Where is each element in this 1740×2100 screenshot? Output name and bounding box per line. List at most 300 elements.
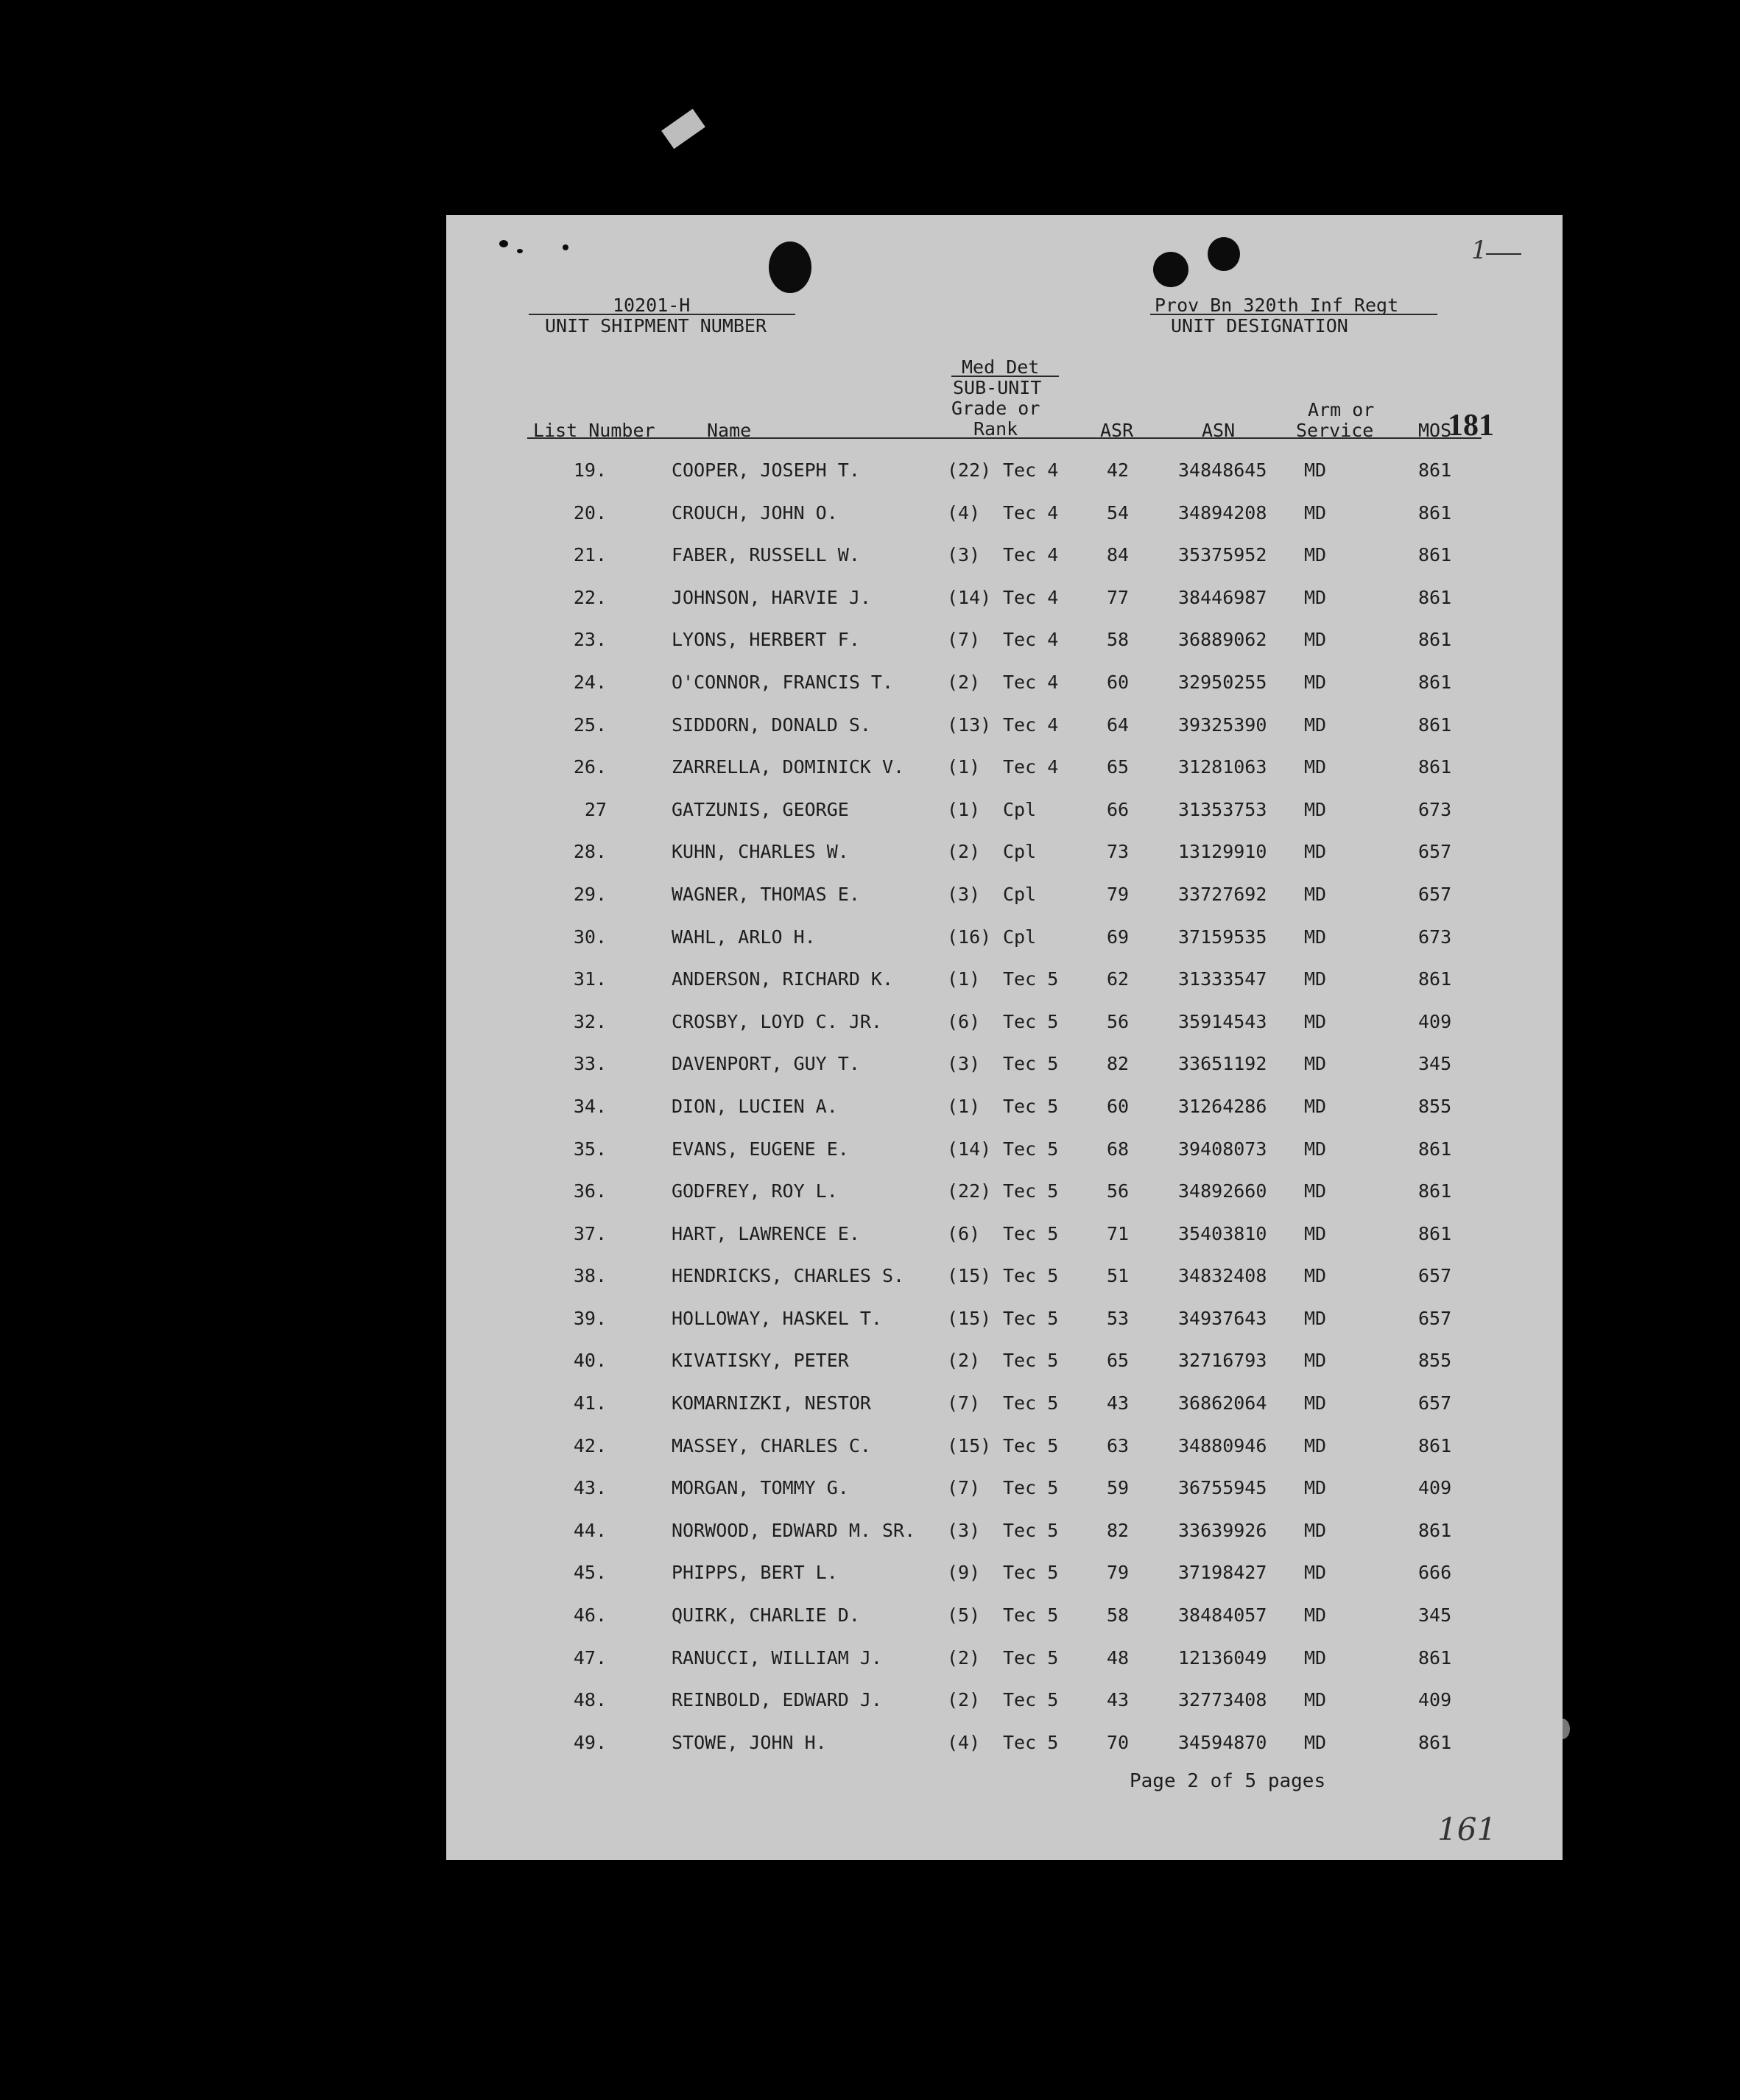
list-number-cell: 35. bbox=[573, 1138, 607, 1160]
mos-cell: 673 bbox=[1418, 798, 1452, 820]
arm-service-cell: MD bbox=[1303, 1689, 1327, 1711]
shipment-number-label: UNIT SHIPMENT NUMBER bbox=[545, 315, 767, 337]
asn-cell: 37159535 bbox=[1178, 926, 1267, 948]
asr-cell: 65 bbox=[1106, 756, 1130, 778]
mos-cell: 657 bbox=[1418, 1307, 1452, 1329]
mos-cell: 861 bbox=[1418, 1519, 1452, 1541]
mos-cell: 657 bbox=[1418, 883, 1452, 905]
asn-cell: 35914543 bbox=[1178, 1010, 1267, 1032]
mos-cell: 861 bbox=[1418, 1646, 1452, 1669]
asr-cell: 70 bbox=[1106, 1731, 1130, 1753]
roster-row bbox=[446, 1689, 1563, 1732]
name-cell: GATZUNIS, GEORGE bbox=[672, 798, 849, 820]
list-number-cell: 21. bbox=[573, 544, 607, 566]
asr-cell: 58 bbox=[1106, 629, 1130, 651]
grade-cell: (14) bbox=[947, 586, 992, 608]
name-cell: NORWOOD, EDWARD M. SR. bbox=[672, 1519, 916, 1541]
asn-cell: 35375952 bbox=[1178, 544, 1267, 566]
rank-cell: Cpl bbox=[1003, 841, 1037, 863]
roster-row bbox=[446, 756, 1563, 799]
roster-row bbox=[446, 1308, 1563, 1350]
asn-cell: 32716793 bbox=[1178, 1350, 1267, 1372]
grade-cell: (1) bbox=[947, 1095, 981, 1117]
list-number-cell: 23. bbox=[573, 629, 607, 651]
asr-cell: 53 bbox=[1106, 1307, 1130, 1329]
asr-cell: 69 bbox=[1106, 926, 1130, 948]
asr-cell: 64 bbox=[1106, 713, 1130, 736]
rank-cell: Tec 5 bbox=[1003, 1222, 1059, 1244]
name-cell: O'CONNOR, FRANCIS T. bbox=[672, 671, 894, 693]
grade-cell: (22) bbox=[947, 459, 992, 481]
grade-cell: (14) bbox=[947, 1138, 992, 1160]
asn-cell: 35403810 bbox=[1178, 1222, 1267, 1244]
ink-blot bbox=[1153, 252, 1188, 287]
arm-service-cell: MD bbox=[1303, 1519, 1327, 1541]
asr-cell: 60 bbox=[1106, 671, 1130, 693]
asr-cell: 66 bbox=[1106, 798, 1130, 820]
ink-blot bbox=[1208, 237, 1240, 271]
asn-cell: 31264286 bbox=[1178, 1095, 1267, 1117]
roster-row bbox=[446, 1604, 1563, 1647]
roster-row bbox=[446, 1223, 1563, 1266]
roster-row bbox=[446, 629, 1563, 672]
asn-cell: 12136049 bbox=[1178, 1646, 1267, 1669]
asr-cell: 56 bbox=[1106, 1010, 1130, 1032]
shipment-number-value: 10201-H bbox=[613, 295, 691, 316]
grade-cell: (2) bbox=[947, 1689, 981, 1711]
arm-service-cell: MD bbox=[1303, 1562, 1327, 1584]
grade-cell: (22) bbox=[947, 1180, 992, 1202]
list-number-cell: 24. bbox=[573, 671, 607, 693]
list-number-cell: 47. bbox=[573, 1646, 607, 1669]
rank-cell: Tec 5 bbox=[1003, 1350, 1059, 1372]
asn-cell: 34594870 bbox=[1178, 1731, 1267, 1753]
mos-cell: 861 bbox=[1418, 756, 1452, 778]
asr-cell: 60 bbox=[1106, 1095, 1130, 1117]
mos-cell: 855 bbox=[1418, 1350, 1452, 1372]
list-number-cell: 34. bbox=[573, 1095, 607, 1117]
arm-service-cell: MD bbox=[1303, 1392, 1327, 1414]
name-cell: HART, LAWRENCE E. bbox=[672, 1222, 860, 1244]
asn-cell: 34894208 bbox=[1178, 501, 1267, 524]
list-number-cell: 46. bbox=[573, 1604, 607, 1627]
list-number-cell: 31. bbox=[573, 968, 607, 990]
grade-cell: (2) bbox=[947, 1646, 981, 1669]
asr-cell: 59 bbox=[1106, 1477, 1130, 1499]
mos-cell: 657 bbox=[1418, 1265, 1452, 1287]
page-indicator: Page 2 of 5 pages bbox=[1130, 1770, 1326, 1792]
asr-cell: 62 bbox=[1106, 968, 1130, 990]
asr-cell: 43 bbox=[1106, 1689, 1130, 1711]
asr-cell: 48 bbox=[1106, 1646, 1130, 1669]
roster-row bbox=[446, 968, 1563, 1011]
rank-cell: Cpl bbox=[1003, 798, 1037, 820]
asr-cell: 73 bbox=[1106, 841, 1130, 863]
arm-service-cell: MD bbox=[1303, 1307, 1327, 1329]
rank-cell: Tec 4 bbox=[1003, 756, 1059, 778]
stamp-number: 181 bbox=[1448, 409, 1494, 443]
col-name: Name bbox=[707, 420, 752, 441]
asr-cell: 63 bbox=[1106, 1434, 1130, 1456]
grade-cell: (7) bbox=[947, 1392, 981, 1414]
arm-service-cell: MD bbox=[1303, 883, 1327, 905]
list-number-cell: 27 bbox=[584, 798, 607, 820]
name-cell: PHIPPS, BERT L. bbox=[672, 1562, 838, 1584]
list-number-cell: 48. bbox=[573, 1689, 607, 1711]
mos-cell: 345 bbox=[1418, 1053, 1452, 1075]
arm-service-cell: MD bbox=[1303, 926, 1327, 948]
arm-service-cell: MD bbox=[1303, 1265, 1327, 1287]
name-cell: SIDDORN, DONALD S. bbox=[672, 713, 871, 736]
list-number-cell: 49. bbox=[573, 1731, 607, 1753]
grade-cell: (6) bbox=[947, 1222, 981, 1244]
list-number-cell: 38. bbox=[573, 1265, 607, 1287]
film-speck bbox=[661, 109, 705, 149]
rank-cell: Tec 4 bbox=[1003, 459, 1059, 481]
roster-row bbox=[446, 1520, 1563, 1562]
asr-cell: 77 bbox=[1106, 586, 1130, 608]
rank-cell: Cpl bbox=[1003, 926, 1037, 948]
arm-service-cell: MD bbox=[1303, 1138, 1327, 1160]
rank-cell: Tec 5 bbox=[1003, 968, 1059, 990]
name-cell: JOHNSON, HARVIE J. bbox=[672, 586, 871, 608]
asn-cell: 31333547 bbox=[1178, 968, 1267, 990]
grade-cell: (15) bbox=[947, 1307, 992, 1329]
asr-cell: 56 bbox=[1106, 1180, 1130, 1202]
roster-table-body bbox=[446, 459, 1563, 1774]
mos-cell: 861 bbox=[1418, 1222, 1452, 1244]
grade-cell: (2) bbox=[947, 671, 981, 693]
list-number-cell: 20. bbox=[573, 501, 607, 524]
list-number-cell: 19. bbox=[573, 459, 607, 481]
roster-row bbox=[446, 1138, 1563, 1181]
asr-cell: 51 bbox=[1106, 1265, 1130, 1287]
list-number-cell: 41. bbox=[573, 1392, 607, 1414]
arm-service-cell: MD bbox=[1303, 1477, 1327, 1499]
roster-row bbox=[446, 841, 1563, 884]
rank-cell: Tec 5 bbox=[1003, 1180, 1059, 1202]
mos-cell: 657 bbox=[1418, 841, 1452, 863]
roster-row bbox=[446, 1477, 1563, 1520]
list-number-cell: 26. bbox=[573, 756, 607, 778]
roster-row bbox=[446, 1392, 1563, 1435]
name-cell: KIVATISKY, PETER bbox=[672, 1350, 849, 1372]
list-number-cell: 44. bbox=[573, 1519, 607, 1541]
rank-cell: Tec 5 bbox=[1003, 1138, 1059, 1160]
name-cell: DAVENPORT, GUY T. bbox=[672, 1053, 860, 1075]
mos-cell: 861 bbox=[1418, 459, 1452, 481]
list-number-cell: 37. bbox=[573, 1222, 607, 1244]
ink-speck bbox=[499, 240, 508, 247]
rank-cell: Tec 4 bbox=[1003, 586, 1059, 608]
mos-cell: 666 bbox=[1418, 1562, 1452, 1584]
handwritten-page-number: 161 bbox=[1437, 1811, 1497, 1847]
mos-cell: 409 bbox=[1418, 1689, 1452, 1711]
grade-cell: (6) bbox=[947, 1010, 981, 1032]
rank-cell: Tec 5 bbox=[1003, 1392, 1059, 1414]
grade-cell: (5) bbox=[947, 1604, 981, 1627]
asn-cell: 34832408 bbox=[1178, 1265, 1267, 1287]
rank-cell: Tec 4 bbox=[1003, 713, 1059, 736]
asn-cell: 36755945 bbox=[1178, 1477, 1267, 1499]
roster-row bbox=[446, 1180, 1563, 1223]
name-cell: FABER, RUSSELL W. bbox=[672, 544, 860, 566]
grade-cell: (16) bbox=[947, 926, 992, 948]
name-cell: ZARRELLA, DOMINICK V. bbox=[672, 756, 905, 778]
roster-row bbox=[446, 459, 1563, 502]
name-cell: REINBOLD, EDWARD J. bbox=[672, 1689, 882, 1711]
asr-cell: 58 bbox=[1106, 1604, 1130, 1627]
col-grade-line2: Rank bbox=[973, 418, 1018, 440]
grade-cell: (3) bbox=[947, 544, 981, 566]
roster-row bbox=[446, 502, 1563, 545]
roster-row bbox=[446, 1562, 1563, 1604]
grade-cell: (2) bbox=[947, 1350, 981, 1372]
asr-cell: 84 bbox=[1106, 544, 1130, 566]
arm-service-cell: MD bbox=[1303, 798, 1327, 820]
mos-cell: 861 bbox=[1418, 1138, 1452, 1160]
asn-cell: 33727692 bbox=[1178, 883, 1267, 905]
roster-row bbox=[446, 1096, 1563, 1138]
asr-cell: 65 bbox=[1106, 1350, 1130, 1372]
grade-cell: (1) bbox=[947, 968, 981, 990]
mos-cell: 861 bbox=[1418, 968, 1452, 990]
roster-row bbox=[446, 1350, 1563, 1392]
asr-cell: 54 bbox=[1106, 501, 1130, 524]
arm-service-cell: MD bbox=[1303, 968, 1327, 990]
arm-service-cell: MD bbox=[1303, 1350, 1327, 1372]
rank-cell: Tec 5 bbox=[1003, 1477, 1059, 1499]
name-cell: CROUCH, JOHN O. bbox=[672, 501, 838, 524]
arm-service-cell: MD bbox=[1303, 1095, 1327, 1117]
mos-cell: 861 bbox=[1418, 1434, 1452, 1456]
asr-cell: 68 bbox=[1106, 1138, 1130, 1160]
name-cell: GODFREY, ROY L. bbox=[672, 1180, 838, 1202]
grade-cell: (9) bbox=[947, 1562, 981, 1584]
grade-cell: (15) bbox=[947, 1265, 992, 1287]
arm-service-cell: MD bbox=[1303, 586, 1327, 608]
ink-blot bbox=[769, 242, 811, 293]
list-number-cell: 42. bbox=[573, 1434, 607, 1456]
arm-service-cell: MD bbox=[1303, 671, 1327, 693]
name-cell: WAHL, ARLO H. bbox=[672, 926, 816, 948]
arm-service-cell: MD bbox=[1303, 629, 1327, 651]
asn-cell: 36889062 bbox=[1178, 629, 1267, 651]
rank-cell: Tec 5 bbox=[1003, 1646, 1059, 1669]
arm-service-cell: MD bbox=[1303, 756, 1327, 778]
roster-row bbox=[446, 672, 1563, 714]
asr-cell: 79 bbox=[1106, 883, 1130, 905]
rank-cell: Tec 5 bbox=[1003, 1604, 1059, 1627]
ink-speck bbox=[563, 244, 568, 250]
grade-cell: (7) bbox=[947, 1477, 981, 1499]
asn-cell: 36862064 bbox=[1178, 1392, 1267, 1414]
grade-cell: (15) bbox=[947, 1434, 992, 1456]
list-number-cell: 33. bbox=[573, 1053, 607, 1075]
asr-cell: 71 bbox=[1106, 1222, 1130, 1244]
list-number-cell: 29. bbox=[573, 883, 607, 905]
roster-row bbox=[446, 1011, 1563, 1054]
name-cell: QUIRK, CHARLIE D. bbox=[672, 1604, 860, 1627]
arm-service-cell: MD bbox=[1303, 1222, 1327, 1244]
asn-cell: 31353753 bbox=[1178, 798, 1267, 820]
rank-cell: Tec 4 bbox=[1003, 671, 1059, 693]
grade-cell: (3) bbox=[947, 1519, 981, 1541]
asr-cell: 82 bbox=[1106, 1519, 1130, 1541]
corner-mark: 1 bbox=[1471, 236, 1487, 265]
arm-service-cell: MD bbox=[1303, 1010, 1327, 1032]
subunit-label: SUB-UNIT bbox=[953, 377, 1042, 398]
col-arm-line2: Service bbox=[1296, 420, 1374, 441]
arm-service-cell: MD bbox=[1303, 501, 1327, 524]
list-number-cell: 43. bbox=[573, 1477, 607, 1499]
name-cell: HOLLOWAY, HASKEL T. bbox=[672, 1307, 882, 1329]
list-number-cell: 25. bbox=[573, 713, 607, 736]
col-list-number: List Number bbox=[533, 420, 655, 441]
asn-cell: 39408073 bbox=[1178, 1138, 1267, 1160]
rank-cell: Tec 4 bbox=[1003, 544, 1059, 566]
mos-cell: 345 bbox=[1418, 1604, 1452, 1627]
grade-cell: (3) bbox=[947, 1053, 981, 1075]
grade-cell: (3) bbox=[947, 883, 981, 905]
rank-cell: Tec 5 bbox=[1003, 1307, 1059, 1329]
mos-cell: 861 bbox=[1418, 671, 1452, 693]
roster-row bbox=[446, 1732, 1563, 1775]
col-arm-line1: Arm or bbox=[1308, 399, 1375, 420]
grade-cell: (13) bbox=[947, 713, 992, 736]
roster-row bbox=[446, 1053, 1563, 1096]
grade-cell: (4) bbox=[947, 1731, 981, 1753]
asn-cell: 39325390 bbox=[1178, 713, 1267, 736]
roster-row bbox=[446, 926, 1563, 969]
arm-service-cell: MD bbox=[1303, 1053, 1327, 1075]
name-cell: ANDERSON, RICHARD K. bbox=[672, 968, 894, 990]
rank-cell: Tec 4 bbox=[1003, 629, 1059, 651]
asn-cell: 32773408 bbox=[1178, 1689, 1267, 1711]
rank-cell: Tec 5 bbox=[1003, 1519, 1059, 1541]
mos-cell: 861 bbox=[1418, 544, 1452, 566]
roster-row bbox=[446, 799, 1563, 842]
roster-row bbox=[446, 1435, 1563, 1478]
asn-cell: 34848645 bbox=[1178, 459, 1267, 481]
unit-designation-label: UNIT DESIGNATION bbox=[1171, 315, 1348, 337]
name-cell: EVANS, EUGENE E. bbox=[672, 1138, 849, 1160]
roster-row bbox=[446, 544, 1563, 587]
asn-cell: 34937643 bbox=[1178, 1307, 1267, 1329]
name-cell: MORGAN, TOMMY G. bbox=[672, 1477, 849, 1499]
name-cell: HENDRICKS, CHARLES S. bbox=[672, 1265, 905, 1287]
asn-cell: 33651192 bbox=[1178, 1053, 1267, 1075]
ink-speck bbox=[517, 249, 523, 253]
mos-cell: 861 bbox=[1418, 586, 1452, 608]
roster-row bbox=[446, 1647, 1563, 1690]
header-rule bbox=[527, 437, 1482, 439]
mos-cell: 861 bbox=[1418, 1180, 1452, 1202]
mos-cell: 861 bbox=[1418, 1731, 1452, 1753]
arm-service-cell: MD bbox=[1303, 1434, 1327, 1456]
name-cell: MASSEY, CHARLES C. bbox=[672, 1434, 871, 1456]
roster-row bbox=[446, 1265, 1563, 1308]
mos-cell: 861 bbox=[1418, 501, 1452, 524]
list-number-cell: 28. bbox=[573, 841, 607, 863]
roster-row bbox=[446, 714, 1563, 757]
grade-cell: (1) bbox=[947, 798, 981, 820]
grade-cell: (2) bbox=[947, 841, 981, 863]
grade-cell: (4) bbox=[947, 501, 981, 524]
asn-cell: 37198427 bbox=[1178, 1562, 1267, 1584]
mos-cell: 855 bbox=[1418, 1095, 1452, 1117]
mos-cell: 673 bbox=[1418, 926, 1452, 948]
asn-cell: 38446987 bbox=[1178, 586, 1267, 608]
name-cell: KUHN, CHARLES W. bbox=[672, 841, 849, 863]
mos-cell: 861 bbox=[1418, 713, 1452, 736]
asn-cell: 32950255 bbox=[1178, 671, 1267, 693]
asn-cell: 33639926 bbox=[1178, 1519, 1267, 1541]
unit-designation-value: Prov Bn 320th Inf Regt bbox=[1155, 295, 1399, 316]
arm-service-cell: MD bbox=[1303, 544, 1327, 566]
subunit-value: Med Det bbox=[962, 356, 1040, 378]
list-number-cell: 36. bbox=[573, 1180, 607, 1202]
mos-cell: 409 bbox=[1418, 1010, 1452, 1032]
rank-cell: Tec 5 bbox=[1003, 1010, 1059, 1032]
roster-row bbox=[446, 884, 1563, 926]
list-number-cell: 45. bbox=[573, 1562, 607, 1584]
rank-cell: Tec 5 bbox=[1003, 1689, 1059, 1711]
asr-cell: 42 bbox=[1106, 459, 1130, 481]
arm-service-cell: MD bbox=[1303, 713, 1327, 736]
col-mos: MOS bbox=[1418, 420, 1452, 441]
list-number-cell: 40. bbox=[573, 1350, 607, 1372]
list-number-cell: 30. bbox=[573, 926, 607, 948]
rank-cell: Tec 4 bbox=[1003, 501, 1059, 524]
document-page bbox=[446, 215, 1563, 1860]
name-cell: COOPER, JOSEPH T. bbox=[672, 459, 860, 481]
corner-mark-stroke bbox=[1486, 253, 1521, 255]
col-asn: ASN bbox=[1202, 420, 1236, 441]
col-asr: ASR bbox=[1100, 420, 1134, 441]
arm-service-cell: MD bbox=[1303, 1604, 1327, 1627]
asr-cell: 43 bbox=[1106, 1392, 1130, 1414]
asn-cell: 31281063 bbox=[1178, 756, 1267, 778]
rank-cell: Cpl bbox=[1003, 883, 1037, 905]
rank-cell: Tec 5 bbox=[1003, 1053, 1059, 1075]
col-grade-line1: Grade or bbox=[951, 398, 1040, 419]
asn-cell: 34880946 bbox=[1178, 1434, 1267, 1456]
arm-service-cell: MD bbox=[1303, 1646, 1327, 1669]
rank-cell: Tec 5 bbox=[1003, 1731, 1059, 1753]
name-cell: WAGNER, THOMAS E. bbox=[672, 883, 860, 905]
name-cell: RANUCCI, WILLIAM J. bbox=[672, 1646, 882, 1669]
asr-cell: 82 bbox=[1106, 1053, 1130, 1075]
rank-cell: Tec 5 bbox=[1003, 1562, 1059, 1584]
rank-cell: Tec 5 bbox=[1003, 1265, 1059, 1287]
rank-cell: Tec 5 bbox=[1003, 1095, 1059, 1117]
list-number-cell: 39. bbox=[573, 1307, 607, 1329]
mos-cell: 657 bbox=[1418, 1392, 1452, 1414]
asn-cell: 38484057 bbox=[1178, 1604, 1267, 1627]
asn-cell: 13129910 bbox=[1178, 841, 1267, 863]
grade-cell: (1) bbox=[947, 756, 981, 778]
arm-service-cell: MD bbox=[1303, 1180, 1327, 1202]
list-number-cell: 22. bbox=[573, 586, 607, 608]
name-cell: KOMARNIZKI, NESTOR bbox=[672, 1392, 871, 1414]
asn-cell: 34892660 bbox=[1178, 1180, 1267, 1202]
name-cell: DION, LUCIEN A. bbox=[672, 1095, 838, 1117]
rank-cell: Tec 5 bbox=[1003, 1434, 1059, 1456]
name-cell: CROSBY, LOYD C. JR. bbox=[672, 1010, 882, 1032]
roster-row bbox=[446, 587, 1563, 630]
name-cell: LYONS, HERBERT F. bbox=[672, 629, 860, 651]
